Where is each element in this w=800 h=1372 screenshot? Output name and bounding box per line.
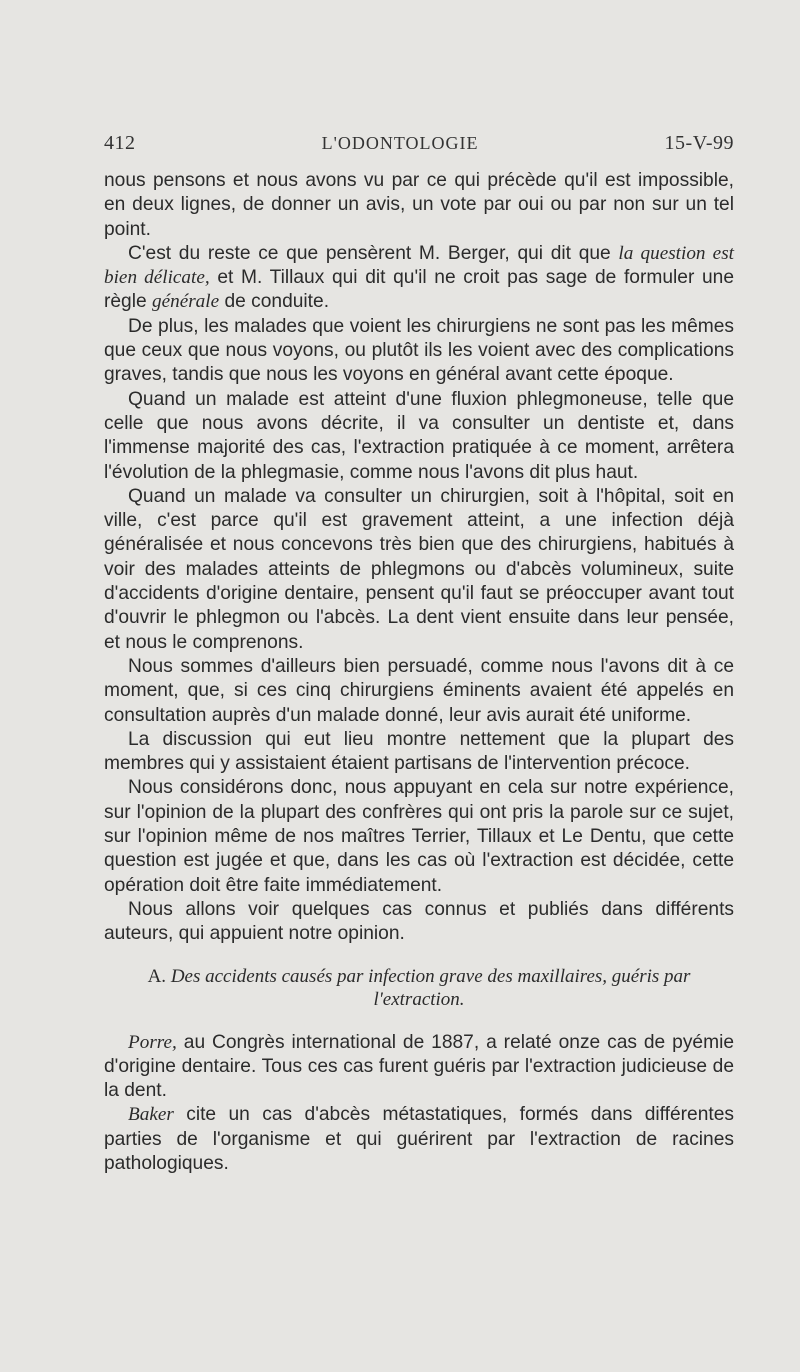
text-run: Quand un malade est atteint d'une fluxion phlegmoneuse, telle que celle que nous avons décrite, il va consulter un dentiste et, dans l'immense majorité des cas, l'extraction pratiquée à ce moment, arrêtera l'évolution de la phlegmasie, comme nous l'avons dit plus haut. <box>104 388 734 483</box>
paragraph <box>104 169 734 242</box>
issue-date: 15-V-99 <box>664 132 734 154</box>
body-text-before-heading <box>104 169 734 947</box>
page <box>104 132 734 1176</box>
text-run: Quand un malade va consulter un chirurgien, soit à l'hôpital, soit en ville, c'est parce qu'il est gravement atteint, a une infection déjà généralisée et nous concevons très bien que des chirurgiens, habitués à voir des malades atteints de phlegmons ou d'abcès volumineux, suite d'accidents d'origine dentaire, pensent qu'il faut se préoccuper avant tout d'ouvrir le phlegmon ou l'abcès. La dent vient ensuite dans leur pensée, et nous le comprenons. <box>104 485 734 653</box>
section-title: Des accidents causés par infection grave des maxillaires, guéris par l'extraction. <box>170 965 691 1010</box>
text-run: nous pensons et nous avons vu par ce qui précède qu'il est impossible, en deux lignes, de donner un avis, un vote par oui ou par non sur un tel point. <box>104 170 734 240</box>
paragraph <box>104 388 734 485</box>
text-run: De plus, les malades que voient les chirurgiens ne sont pas les mêmes que ceux que nous voyons, ou plutôt ils les voient avec des complications graves, tandis que nous les voyons en général avant cette époque. <box>104 315 734 386</box>
paragraph <box>104 1103 734 1176</box>
paragraph <box>104 655 734 728</box>
paragraph <box>104 485 734 655</box>
journal-title: L'ODONTOLOGIE <box>321 133 479 153</box>
text-run: Nous allons voir quelques cas connus et publiés dans différents auteurs, qui appuient notre opinion. <box>104 898 734 945</box>
text-run: de conduite. <box>219 291 330 313</box>
paragraph <box>104 898 734 947</box>
page-number: 412 <box>104 132 136 154</box>
paragraph <box>104 1031 734 1104</box>
text-run: C'est du reste ce que pensèrent M. Berger, qui dit que <box>128 242 619 264</box>
body-text-after-heading <box>104 1031 734 1177</box>
paragraph <box>104 776 734 897</box>
italic-run: Baker <box>128 1104 174 1126</box>
text-run: Nous considérons donc, nous appuyant en cela sur notre expérience, sur l'opinion de la plupart des confrères qui ont pris la parole sur ce sujet, sur l'opinion même de nos maîtres Terrier, Tillaux et Le Dentu, que cette question est jugée et que, dans les cas où l'extraction est décidée, cette opération doit être faite immédiatement. <box>104 777 734 896</box>
paragraph <box>104 315 734 388</box>
running-head <box>104 132 734 155</box>
text-run: et M. Tillaux qui dit qu'il ne croit pas sage de formuler une règle <box>104 267 734 313</box>
paragraph <box>104 242 734 315</box>
italic-run: générale <box>152 291 220 313</box>
text-run: au Congrès international de 1887, a relaté onze cas de pyémie d'origine dentaire. Tous ces cas furent guéris par l'extraction judicieuse de la dent. <box>104 1031 734 1102</box>
text-run: cite un cas d'abcès métastatiques, formés dans différentes parties de l'organisme et qui guérirent par l'extraction de racines pathologiques. <box>104 1104 734 1174</box>
text-run: Nous sommes d'ailleurs bien persuadé, comme nous l'avons dit à ce moment, que, si ces cinq chirurgiens éminents avaient été appelés en consultation auprès d'un malade donné, leur avis aurait été uniforme. <box>104 655 734 726</box>
paragraph <box>104 728 734 777</box>
section-letter: A. <box>147 965 167 987</box>
italic-run: la question est bien délicate, <box>104 242 734 289</box>
section-heading <box>104 965 734 1011</box>
italic-run: Porre, <box>128 1031 177 1053</box>
text-run: La discussion qui eut lieu montre nettement que la plupart des membres qui y assistaient étaient partisans de l'intervention précoce. <box>104 728 734 775</box>
